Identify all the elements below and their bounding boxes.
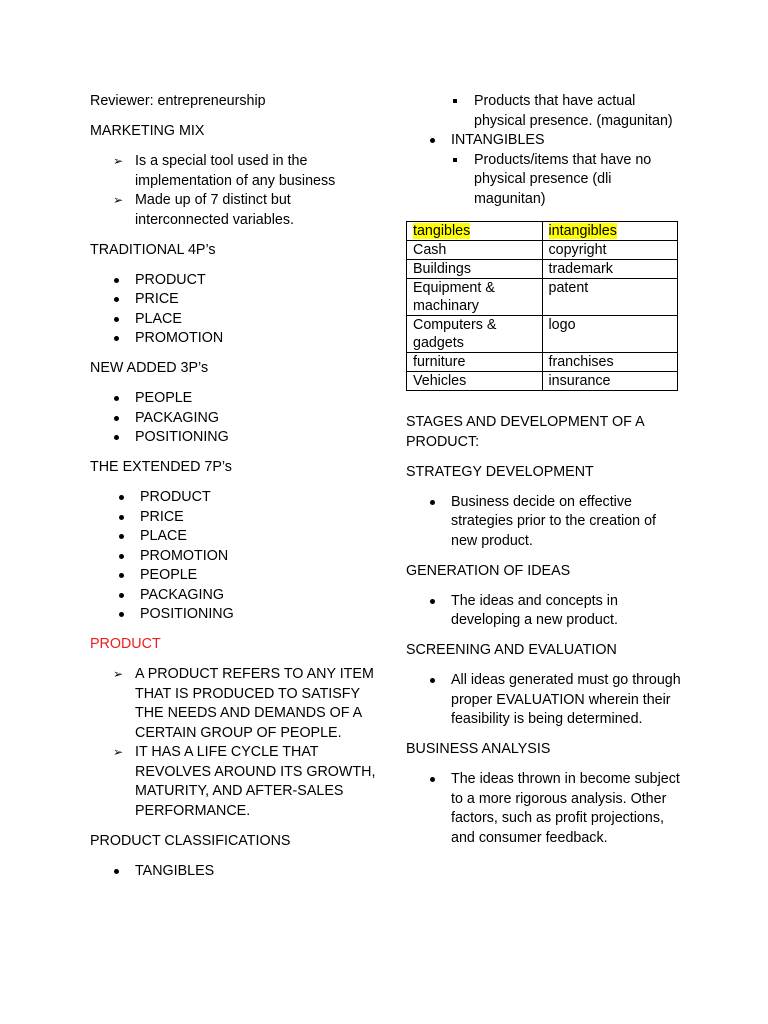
square-bullet-icon [453, 158, 457, 162]
table-header-row [407, 222, 678, 241]
table-row [407, 316, 678, 353]
table-cell: Vehicles [407, 372, 543, 391]
table-cell: logo [542, 316, 678, 353]
table-row [407, 241, 678, 260]
list-item: Products that have actual physical presence. (magunitan) [406, 92, 681, 131]
table-cell: furniture [407, 353, 543, 372]
bullet-icon [119, 554, 124, 559]
table-cell: Computers & gadgets [407, 316, 543, 353]
product-classifications-list [90, 862, 380, 882]
intangibles-list [406, 131, 681, 151]
bullet-icon [114, 435, 119, 440]
bullet-icon [114, 317, 119, 322]
list-item: All ideas generated must go through proper EVALUATION wherein their feasibility is being determined. [406, 671, 681, 730]
table-cell: trademark [542, 260, 678, 279]
classification-table [406, 221, 678, 391]
table-cell: Buildings [407, 260, 543, 279]
list-item: Business decide on effective strategies prior to the creation of new product. [406, 493, 681, 552]
list-item: PLACE [90, 310, 380, 330]
bullet-icon [430, 138, 435, 143]
strategy-development-list [406, 493, 681, 552]
list-item: PROMOTION [90, 329, 380, 349]
list-item: The ideas thrown in become subject to a more rigorous analysis. Other factors, such as profit projections, and consumer feedback. [406, 770, 681, 848]
bullet-icon [430, 777, 435, 782]
list-item: PRODUCT [90, 488, 380, 508]
business-analysis-list [406, 770, 681, 848]
left-column [90, 92, 380, 881]
list-item: TANGIBLES [90, 862, 380, 882]
extended-7ps-heading: THE EXTENDED 7P’s [90, 459, 232, 475]
table-row [407, 353, 678, 372]
strategy-development-heading: STRATEGY DEVELOPMENT [406, 463, 594, 480]
product-definition-list [90, 665, 380, 821]
list-item: ➢ Is a special tool used in the implementation of any business [113, 153, 336, 189]
traditional-4ps-heading: TRADITIONAL 4P’s [90, 241, 216, 258]
list-item: ➢ IT HAS A LIFE CYCLE THAT REVOLVES AROUND ITS GROWTH, MATURITY, AND AFTER-SALES PERFORMANCE. [113, 744, 376, 819]
list-item: PROMOTION [90, 547, 380, 567]
bullet-icon [119, 495, 124, 500]
table-header-cell: intangibles [542, 222, 678, 241]
table-cell: patent [542, 279, 678, 316]
marketing-mix-list [90, 152, 380, 230]
arrow-bullet-icon: ➢ [113, 193, 124, 207]
square-bullet-icon [453, 99, 457, 103]
bullet-icon [114, 869, 119, 874]
traditional-4ps-list [90, 271, 380, 349]
table-row [407, 260, 678, 279]
bullet-icon [119, 612, 124, 617]
table-cell: franchises [542, 353, 678, 372]
arrow-bullet-icon: ➢ [113, 154, 124, 168]
tangibles-sub-list [406, 92, 681, 131]
product-classifications-heading: PRODUCT CLASSIFICATIONS [90, 832, 291, 849]
list-item: PACKAGING [90, 409, 380, 429]
list-item: PLACE [90, 527, 380, 547]
list-item: PRODUCT [90, 271, 380, 291]
screening-evaluation-list [406, 671, 681, 730]
new-added-3ps-heading: NEW ADDED 3P’s [90, 360, 209, 376]
table-cell: insurance [542, 372, 678, 391]
table-cell: Cash [407, 241, 543, 260]
table-row [407, 372, 678, 391]
stages-heading: STAGES AND DEVELOPMENT OF A PRODUCT: [406, 414, 644, 450]
document-title: Reviewer: entrepreneurship [90, 93, 266, 109]
list-item: Products/items that have no physical presence (dli magunitan) [406, 151, 681, 210]
list-item: PRICE [90, 290, 380, 310]
bullet-icon [430, 599, 435, 604]
extended-7ps-list [90, 488, 380, 625]
list-item: PRICE [90, 508, 380, 528]
bullet-icon [114, 396, 119, 401]
table-cell: copyright [542, 241, 678, 260]
bullet-icon [430, 500, 435, 505]
screening-evaluation-heading: SCREENING AND EVALUATION [406, 642, 617, 658]
marketing-mix-heading: MARKETING MIX [90, 123, 205, 139]
table-header-cell: tangibles [407, 222, 543, 241]
arrow-bullet-icon: ➢ [113, 745, 124, 759]
list-item: PEOPLE [90, 389, 380, 409]
table-cell: Equipment & machinary [407, 279, 543, 316]
bullet-icon [119, 593, 124, 598]
bullet-icon [114, 297, 119, 302]
generation-of-ideas-heading: GENERATION OF IDEAS [406, 562, 571, 579]
list-item: INTANGIBLES [406, 131, 681, 151]
bullet-icon [114, 336, 119, 341]
list-item: The ideas and concepts in developing a new product. [406, 592, 681, 631]
list-item: ➢ Made up of 7 distinct but interconnected variables. [113, 192, 294, 228]
bullet-icon [430, 678, 435, 683]
bullet-icon [114, 278, 119, 283]
right-column [406, 92, 681, 848]
list-item: PACKAGING [90, 586, 380, 606]
table-row [407, 279, 678, 316]
bullet-icon [114, 416, 119, 421]
generation-of-ideas-list [406, 592, 681, 631]
business-analysis-heading: BUSINESS ANALYSIS [406, 741, 551, 757]
new-added-3ps-list [90, 389, 380, 448]
bullet-icon [119, 573, 124, 578]
list-item: ➢ A PRODUCT REFERS TO ANY ITEM THAT IS PRODUCED TO SATISFY THE NEEDS AND DEMANDS OF A CERTAIN GROUP OF PEOPLE. [113, 666, 374, 741]
arrow-bullet-icon: ➢ [113, 667, 124, 681]
bullet-icon [119, 515, 124, 520]
product-heading: PRODUCT [90, 636, 161, 652]
list-item: POSITIONING [90, 428, 380, 448]
bullet-icon [119, 534, 124, 539]
list-item: POSITIONING [90, 605, 380, 625]
intangibles-sub-list [406, 151, 681, 210]
list-item: PEOPLE [90, 566, 380, 586]
